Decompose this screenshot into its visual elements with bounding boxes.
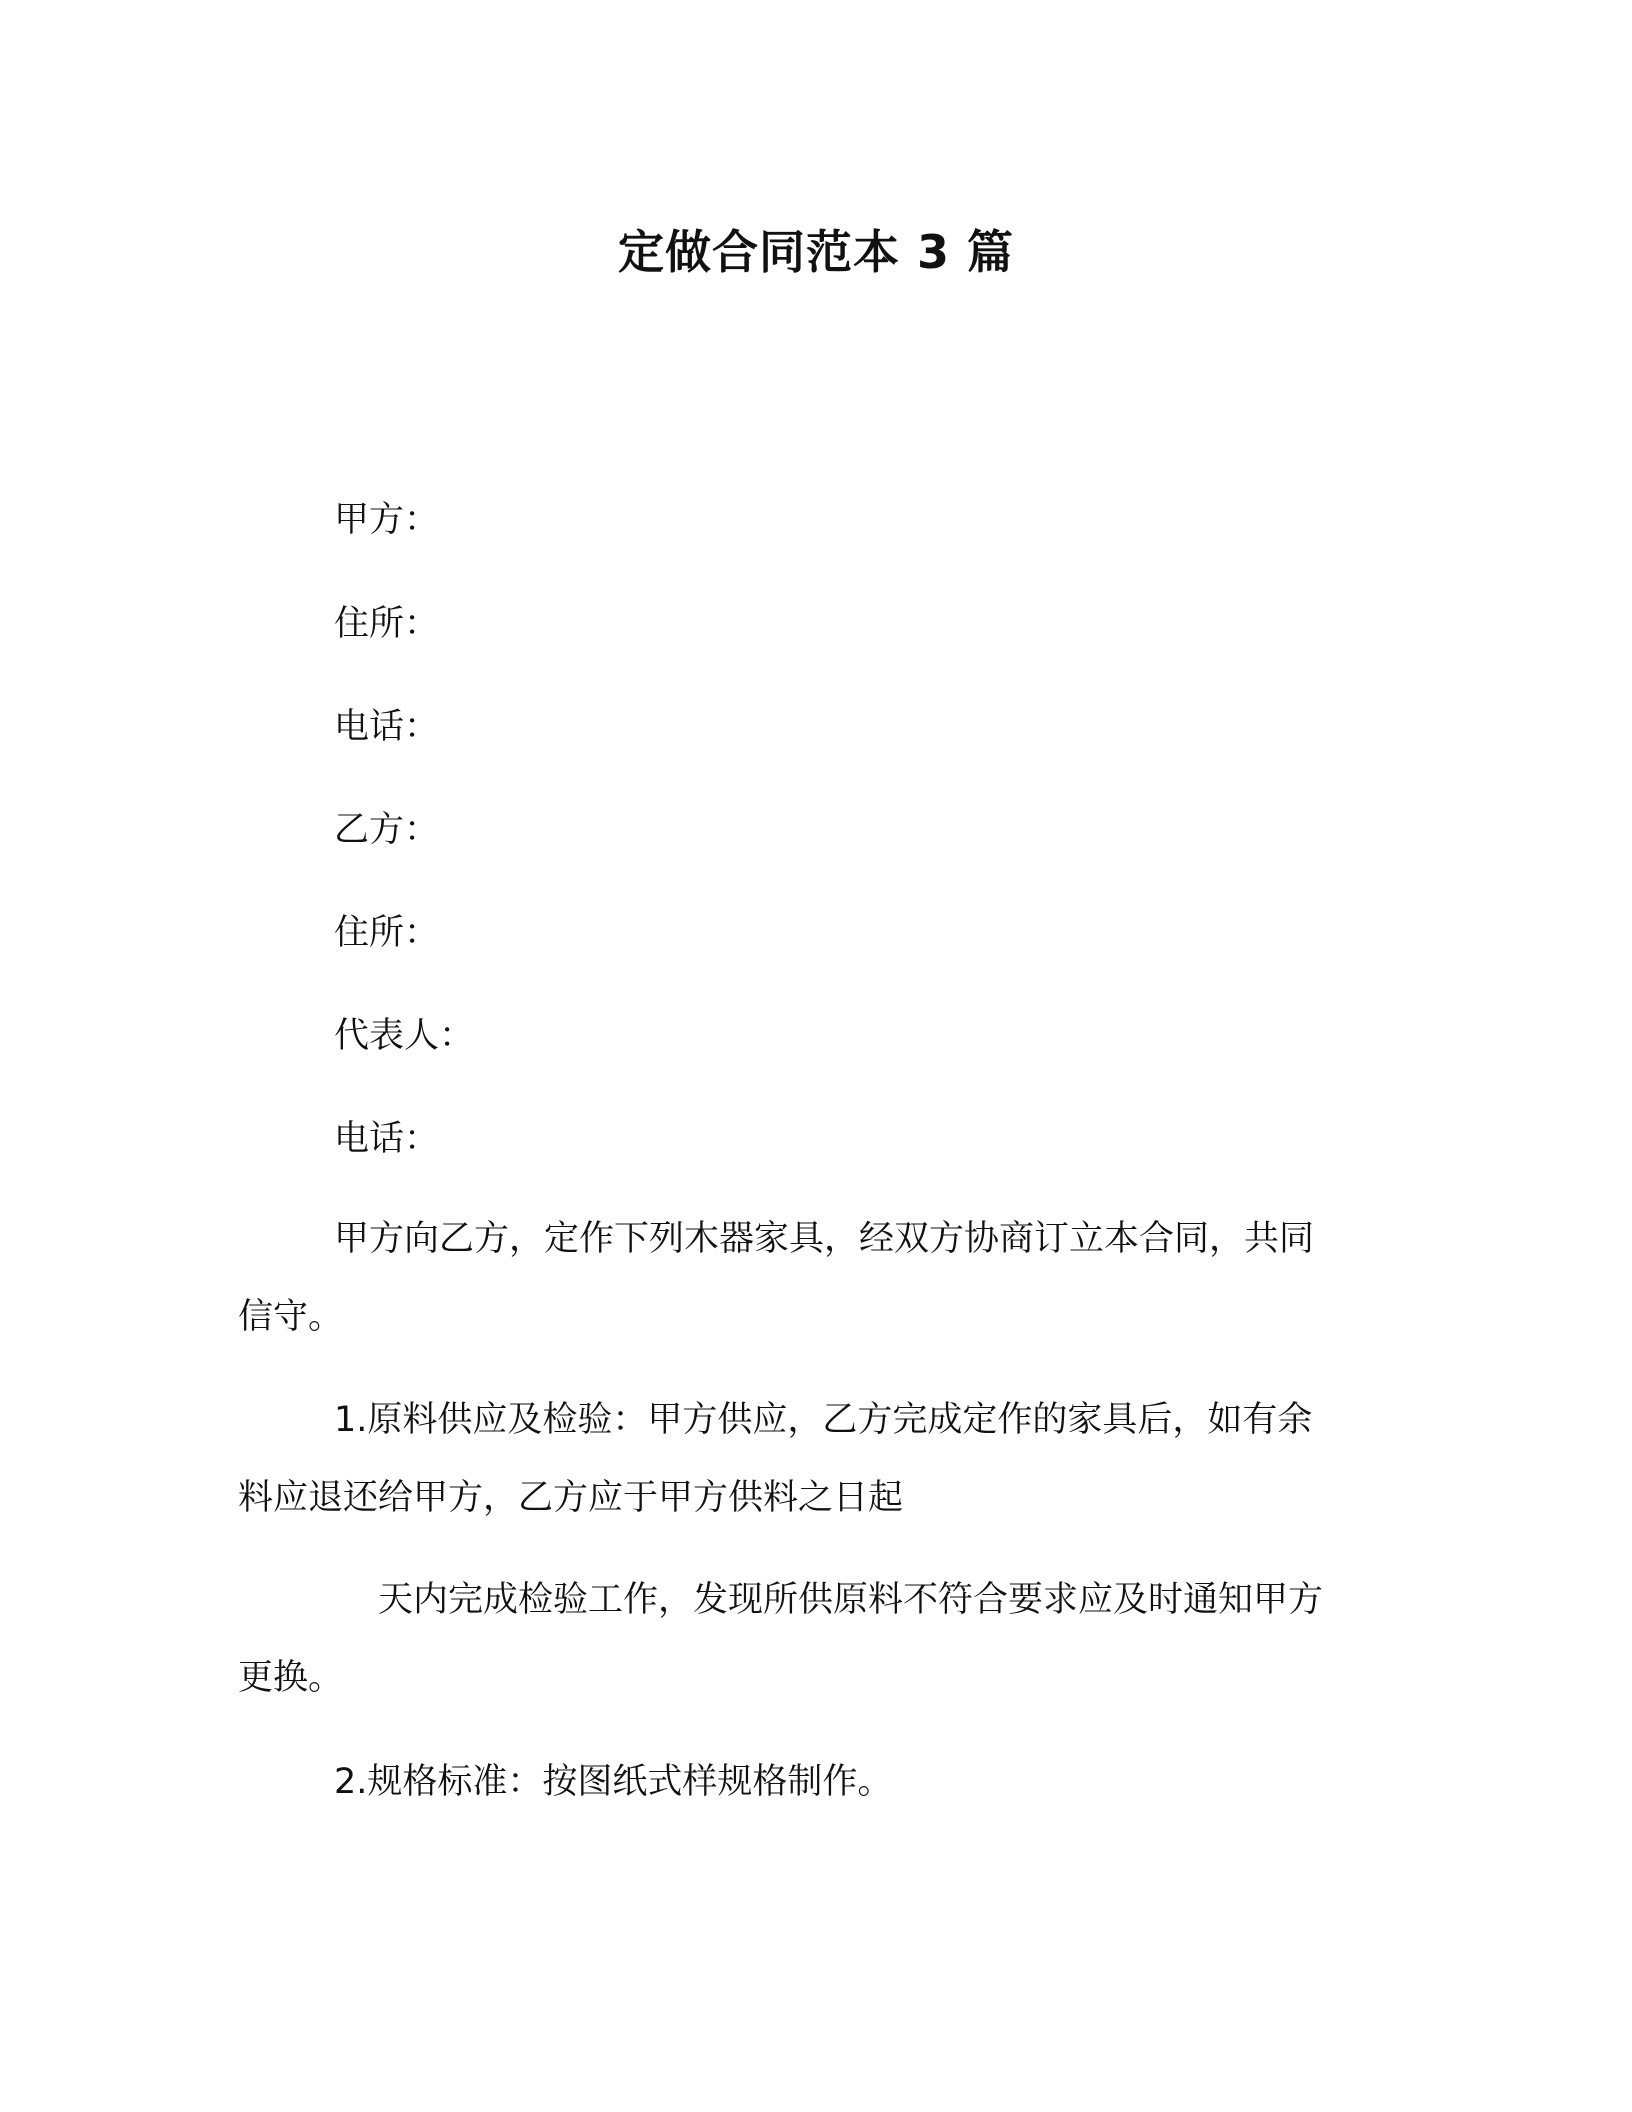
paragraph-line: 更换。	[238, 1658, 344, 1698]
field-representative: 代表人：	[334, 1016, 475, 1056]
field-party-a: 甲方：	[334, 500, 440, 540]
paragraph-clause-2	[238, 1743, 1398, 1821]
paragraph-line: 天内完成检验工作，发现所供原料不符合要求应及时通知甲方	[378, 1580, 1324, 1620]
field-phone-a: 电话：	[334, 707, 440, 747]
paragraph-line: 2.规格标准：按图纸式样规格制作。	[334, 1762, 893, 1802]
field-address-b: 住所：	[334, 913, 440, 953]
field-address-a: 住所：	[334, 604, 440, 644]
paragraph-line: 料应退还给甲方，乙方应于甲方供料之日起	[238, 1478, 904, 1518]
paragraph-clause-1-cont	[238, 1561, 1398, 1717]
paragraph-clause-1	[238, 1381, 1398, 1537]
field-phone-b: 电话：	[334, 1119, 440, 1159]
paragraph-line: 信守。	[238, 1297, 344, 1337]
document-title: 定做合同范本 3 篇	[617, 225, 1015, 279]
paragraph-intro	[238, 1200, 1398, 1356]
paragraph-line: 甲方向乙方，定作下列木器家具，经双方协商订立本合同，共同	[334, 1219, 1315, 1259]
paragraph-line: 1.原料供应及检验：甲方供应，乙方完成定作的家具后，如有余	[334, 1400, 1313, 1440]
field-party-b: 乙方：	[334, 810, 440, 850]
